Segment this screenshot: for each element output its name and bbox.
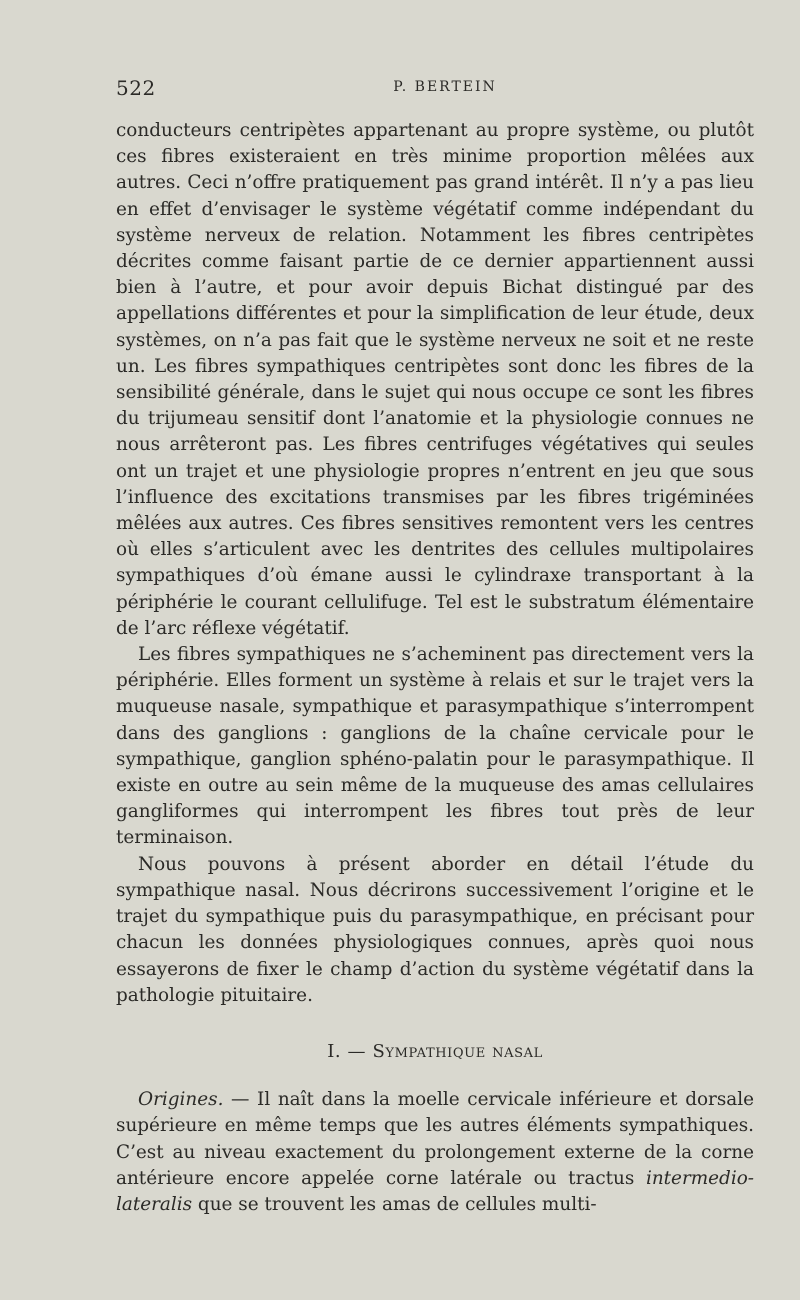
page-number: 522 [116, 76, 156, 100]
body-text [116, 118, 754, 1218]
paragraph-2: Les fibres sympathiques ne s’acheminent pas directement vers la périphérie. Elles forment un système à relais et sur le trajet vers la muqueuse nasale, sympathique et parasympathique s’interrompent dans des ganglions : ganglions de la chaîne cervicale pour le sympathique, ganglion sphéno-palatin pour le parasympathique. Il existe en outre au sein même de la muqueuse des amas cellulaires gangliformes qui interrompent les fibres tout près de leur terminaison. [116, 644, 754, 849]
paragraph-4-term: intermedio-lateralis [116, 1167, 754, 1215]
paragraph-1: conducteurs centripètes appartenant au propre système, ou plutôt ces fibres existeraient en très minime proportion mêlées aux autres. Ceci n’offre pratiquement pas grand intérêt. Il n’y a pas lieu en effet d’envisager le système végétatif comme indépendant du système nerveux de relation. Notamment les fibres centripètes décrites comme faisant partie de ce dernier appartiennent aussi bien à l’autre, et pour avoir depuis Bichat distingué par des appellations différentes et pour la simplification de leur étude, deux systèmes, on n’a pas fait que le système nerveux ne soit et ne reste un. Les fibres sympathiques centripètes sont donc les fibres de la sensibilité générale, dans le sujet qui nous occupe ce sont les fibres du trijumeau sensitif dont l’anatomie et la physiologie connues ne nous arrêteront pas. Les fibres centrifuges végétatives qui seules ont un trajet et une physiologie propres n’entrent en jeu que sous l’influence des excitations transmises par les fibres trigéminées mêlées aux autres. Ces fibres sensitives remontent vers les centres où elles s’articulent avec les dentrites des cellules multipolaires sympathiques d’où émane aussi le cylindraxe transportant à la périphérie le courant cellulifuge. Tel est le substratum élémentaire de l’arc réflexe végétatif. [116, 120, 754, 639]
section-heading [116, 1039, 754, 1065]
paragraph-4-lead: Origines. [138, 1089, 224, 1111]
paragraph-4-text-2: que se trouvent les amas de cellules multi- [192, 1193, 597, 1215]
section-number: I. — [327, 1040, 367, 1062]
section-title: Sympathique nasal [372, 1040, 543, 1062]
running-head [116, 76, 754, 100]
paragraph-4-text-1: — Il naît dans la moelle cervicale inférieure et dorsale supérieure en même temps que les autres éléments sympathiques. C’est au niveau exactement du prolongement externe de la corne antérieure encore appelée corne latérale ou tractus [116, 1089, 754, 1189]
paragraph-3: Nous pouvons à présent aborder en détail l’étude du sympathique nasal. Nous décrirons successivement l’origine et le trajet du sympathique puis du parasympathique, en précisant pour chacun les données physiologiques connues, après quoi nous essayerons de fixer le champ d’action du système végétatif dans la pathologie pituitaire. [116, 853, 754, 1006]
running-title: P. BERTEIN [393, 79, 497, 95]
paragraph-4 [116, 1087, 754, 1218]
